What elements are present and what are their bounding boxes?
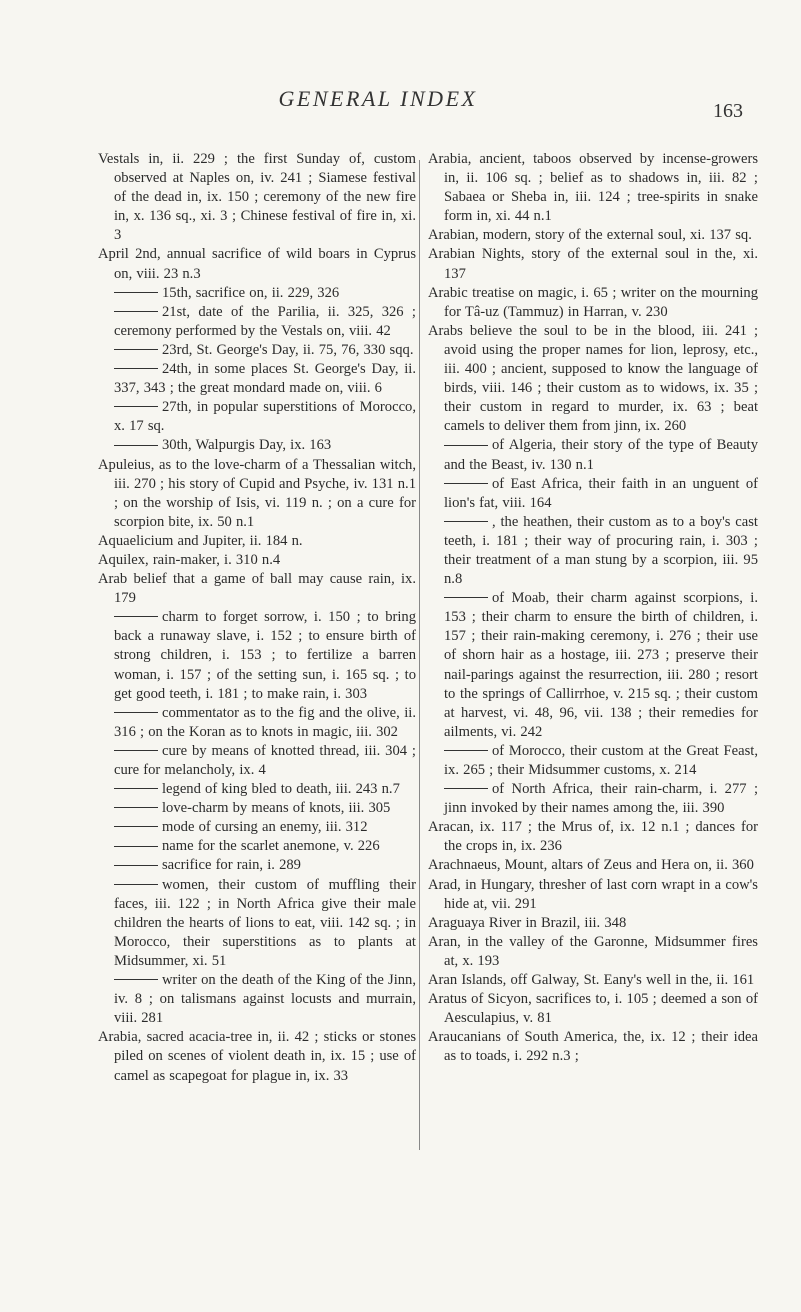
index-subentry bbox=[428, 513, 758, 589]
entry-text: Vestals in, ii. 229 ; the first Sunday of, custom observed at Naples on, iv. 241 ; Siamese festival of the dead in, ix. 150 ; ceremony of the new fire in, x. 136 sq., xi. 3 ; Chinese festival of fire in, xi. 3 bbox=[98, 151, 416, 244]
index-subentry bbox=[98, 398, 416, 436]
entry-text: of Algeria, their story of the type of Beauty and the Beast, iv. 130 n.1 bbox=[444, 437, 758, 473]
index-entry bbox=[428, 856, 758, 875]
index-subentry bbox=[98, 436, 416, 455]
entry-text: of North Africa, their rain-charm, i. 277 ; jinn invoked by their names among the, iii. 390 bbox=[444, 781, 758, 817]
entry-text: Arabic treatise on magic, i. 65 ; writer on the mourning for Tâ-uz (Tammuz) in Harran, v. 230 bbox=[428, 284, 758, 320]
repeat-dash bbox=[114, 616, 158, 617]
index-entry bbox=[98, 1028, 416, 1085]
index-entry bbox=[428, 933, 758, 971]
entry-text: Arab belief that a game of ball may cause rain, ix. 179 bbox=[98, 571, 416, 607]
entry-text: of Morocco, their custom at the Great Feast, ix. 265 ; their Midsummer customs, x. 214 bbox=[444, 742, 758, 778]
repeat-dash bbox=[114, 368, 158, 369]
index-entry bbox=[428, 914, 758, 933]
entry-text: 24th, in some places St. George's Day, ii. 337, 343 ; the great mondard made on, viii. 6 bbox=[114, 361, 416, 397]
index-subentry bbox=[98, 303, 416, 341]
index-entry bbox=[428, 150, 758, 226]
entry-text: women, their custom of muffling their faces, iii. 122 ; in North Africa give their male children the hearts of lions to eat, viii. 142 sq. ; in Morocco, their superstitions as to plants at Midsummer, xi. 51 bbox=[114, 876, 416, 969]
repeat-dash bbox=[114, 349, 158, 350]
index-entry bbox=[428, 971, 758, 990]
entry-text: name for the scarlet anemone, v. 226 bbox=[162, 838, 380, 855]
page-number: 163 bbox=[713, 100, 743, 122]
index-entry bbox=[428, 226, 758, 245]
index-subentry bbox=[98, 837, 416, 856]
index-subentry bbox=[98, 704, 416, 742]
repeat-dash bbox=[114, 445, 158, 446]
entry-text: Arabian Nights, story of the external soul in the, xi. 137 bbox=[428, 246, 758, 282]
index-subentry bbox=[98, 742, 416, 780]
index-entry bbox=[98, 570, 416, 608]
entry-text: love-charm by means of knots, iii. 305 bbox=[162, 800, 391, 817]
entry-text: 21st, date of the Parilia, ii. 325, 326 ; ceremony performed by the Vestals on, viii. 42 bbox=[114, 303, 416, 339]
entry-text: cure by means of knotted thread, iii. 304 ; cure for melancholy, ix. 4 bbox=[114, 742, 416, 778]
repeat-dash bbox=[114, 884, 158, 885]
index-subentry bbox=[98, 799, 416, 818]
repeat-dash bbox=[114, 712, 158, 713]
index-entry bbox=[428, 322, 758, 437]
index-subentry bbox=[428, 475, 758, 513]
index-subentry bbox=[98, 856, 416, 875]
index-entry bbox=[428, 876, 758, 914]
entry-text: Aran, in the valley of the Garonne, Midsummer fires at, x. 193 bbox=[428, 933, 758, 969]
entry-text: 15th, sacrifice on, ii. 229, 326 bbox=[162, 284, 340, 301]
repeat-dash bbox=[444, 445, 488, 446]
index-entry bbox=[98, 245, 416, 283]
entry-text: Aracan, ix. 117 ; the Mrus of, ix. 12 n.1 ; dances for the crops in, ix. 236 bbox=[428, 819, 758, 855]
repeat-dash bbox=[114, 406, 158, 407]
entry-text: charm to forget sorrow, i. 150 ; to bring back a runaway slave, i. 152 ; to ensure birth of strong children, i. 153 ; to fertilize a barren woman, i. 157 ; of the setting sun, i. 165 sq. ; to get good teeth, i. 181 ; to make rain, i. 303 bbox=[114, 609, 416, 702]
index-subentry bbox=[98, 818, 416, 837]
entry-text: Aratus of Sicyon, sacrifices to, i. 105 ; deemed a son of Aesculapius, v. 81 bbox=[428, 991, 758, 1027]
index-entry bbox=[98, 456, 416, 532]
repeat-dash bbox=[114, 750, 158, 751]
index-subentry bbox=[98, 876, 416, 971]
entry-text: sacrifice for rain, i. 289 bbox=[162, 857, 301, 874]
repeat-dash bbox=[114, 979, 158, 980]
entry-text: of East Africa, their faith in an unguent of lion's fat, viii. 164 bbox=[444, 475, 758, 511]
repeat-dash bbox=[444, 788, 488, 789]
entry-text: Arabia, sacred acacia-tree in, ii. 42 ; sticks or stones piled on scenes of violent death in, ix. 15 ; use of camel as scapegoat for plague in, ix. 33 bbox=[98, 1029, 416, 1084]
index-subentry bbox=[98, 780, 416, 799]
entry-text: Araguaya River in Brazil, iii. 348 bbox=[428, 914, 627, 931]
entry-text: , the heathen, their custom as to a boy's cast teeth, i. 181 ; their way of procuring rain, i. 303 ; their treatment of a man stung by a scorpion, iii. 95 n.8 bbox=[444, 513, 758, 588]
index-subentry bbox=[98, 971, 416, 1028]
entry-text: Aran Islands, off Galway, St. Eany's well in the, ii. 161 bbox=[428, 972, 755, 989]
repeat-dash bbox=[114, 311, 158, 312]
index-subentry bbox=[98, 608, 416, 703]
index-subentry bbox=[428, 436, 758, 474]
index-entry bbox=[98, 532, 416, 551]
entry-text: of Moab, their charm against scorpions, i. 153 ; their charm to ensure the birth of children, i. 157 ; their rain-making ceremony, i. 276 ; their use of shorn hair as a hostage, iii. 273 ; preserve their nail-parings against the resurrection, iii. 280 ; resort to the springs of Callirrhoe, v. 215 sq. ; their custom at harvest, vi. 48, 96, vii. 138 ; their remedies for ailments, vi. 242 bbox=[444, 590, 758, 740]
index-entry bbox=[98, 150, 416, 245]
entry-text: Aquaelicium and Jupiter, ii. 184 n. bbox=[98, 532, 303, 549]
repeat-dash bbox=[114, 826, 158, 827]
running-title: GENERAL INDEX bbox=[278, 86, 478, 111]
entry-text: April 2nd, annual sacrifice of wild boars in Cyprus on, viii. 23 n.3 bbox=[98, 246, 416, 282]
index-entry bbox=[428, 818, 758, 856]
entry-text: 30th, Walpurgis Day, ix. 163 bbox=[162, 437, 332, 454]
index-subentry bbox=[428, 780, 758, 818]
repeat-dash bbox=[114, 788, 158, 789]
entry-text: commentator as to the fig and the olive, ii. 316 ; on the Koran as to knots in magic, iii. 302 bbox=[114, 704, 416, 740]
entry-text: legend of king bled to death, iii. 243 n.7 bbox=[162, 781, 400, 798]
index-subentry bbox=[98, 360, 416, 398]
page-header bbox=[0, 86, 801, 126]
column-divider bbox=[419, 160, 420, 1150]
entry-text: Arabia, ancient, taboos observed by incense-growers in, ii. 106 sq. ; belief as to shadows in, iii. 82 ; Sabaea or Sheba in, iii. 124 ; tree-spirits in snake form in, xi. 44 n.1 bbox=[428, 151, 758, 225]
entry-text: Aquilex, rain-maker, i. 310 n.4 bbox=[98, 551, 281, 568]
repeat-dash bbox=[114, 865, 158, 866]
entry-text: 23rd, St. George's Day, ii. 75, 76, 330 sqq. bbox=[162, 341, 414, 358]
entry-text: writer on the death of the King of the Jinn, iv. 8 ; on talismans against locusts and murrain, viii. 281 bbox=[114, 972, 416, 1027]
repeat-dash bbox=[444, 750, 488, 751]
entry-text: Apuleius, as to the love-charm of a Thessalian witch, iii. 270 ; his story of Cupid and Psyche, iv. 131 n.1 ; on the worship of Isis, vi. 119 n. ; on a cure for scorpion bite, ix. 50 n.1 bbox=[98, 456, 416, 530]
entry-text: Arachnaeus, Mount, altars of Zeus and Hera on, ii. 360 bbox=[428, 857, 754, 874]
repeat-dash bbox=[114, 292, 158, 293]
index-entry bbox=[428, 245, 758, 283]
entry-text: Arabian, modern, story of the external soul, xi. 137 sq. bbox=[428, 227, 752, 244]
index-entry bbox=[98, 551, 416, 570]
index-entry bbox=[428, 284, 758, 322]
repeat-dash bbox=[444, 483, 488, 484]
entry-text: mode of cursing an enemy, iii. 312 bbox=[162, 819, 368, 836]
repeat-dash bbox=[114, 807, 158, 808]
index-subentry bbox=[428, 589, 758, 742]
index-subentry bbox=[98, 284, 416, 303]
index-entry bbox=[428, 990, 758, 1028]
entry-text: Arad, in Hungary, thresher of last corn wrapt in a cow's hide at, vii. 291 bbox=[428, 876, 758, 912]
index-subentry bbox=[428, 742, 758, 780]
entry-text: Arabs believe the soul to be in the blood, iii. 241 ; avoid using the proper names for lion, leprosy, etc., iii. 400 ; ancient, supposed to know the language of birds, viii. 146 ; their custom as to widows, ix. 35 ; their custom in regard to murder, ix. 63 ; beat camels to deliver them from jinn, ix. 260 bbox=[428, 322, 758, 435]
index-subentry bbox=[98, 341, 416, 360]
entry-text: Araucanians of South America, the, ix. 12 ; their idea as to toads, i. 292 n.3 ; bbox=[428, 1029, 758, 1065]
index-entry bbox=[428, 1028, 758, 1066]
repeat-dash bbox=[444, 597, 488, 598]
repeat-dash bbox=[444, 521, 488, 522]
entry-text: 27th, in popular superstitions of Morocco, x. 17 sq. bbox=[114, 399, 416, 435]
repeat-dash bbox=[114, 846, 158, 847]
left-index-column bbox=[98, 150, 416, 1086]
right-index-column bbox=[428, 150, 758, 1067]
